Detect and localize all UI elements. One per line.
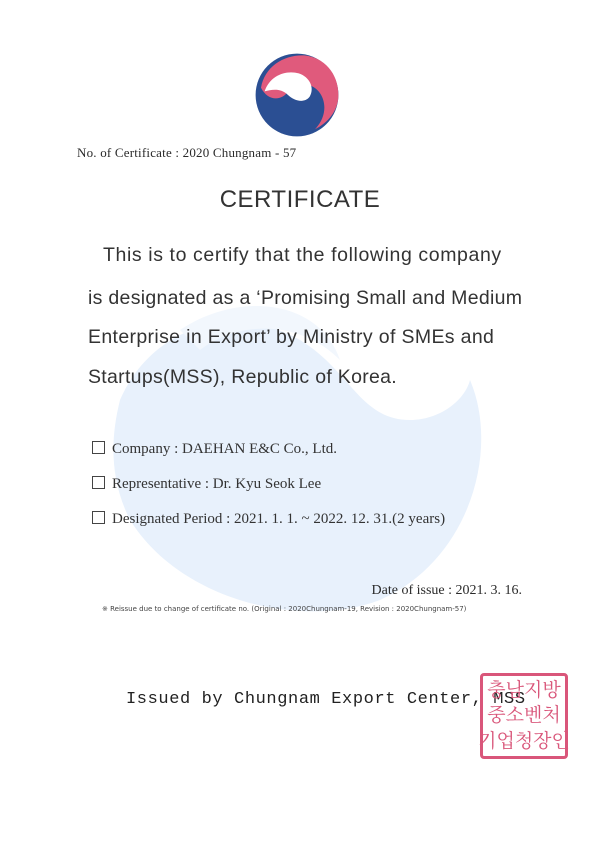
company-item bbox=[92, 441, 337, 458]
checkbox-square-icon bbox=[92, 476, 105, 489]
issued-by: Issued by Chungnam Export Center, MSS bbox=[126, 690, 526, 709]
body-line-3: Enterprise in Export’ by Ministry of SMEs and bbox=[88, 326, 495, 348]
body-line-1: This is to certify that the following company bbox=[103, 244, 502, 266]
seal-line-2: 중소벤처 bbox=[487, 704, 561, 727]
government-emblem-icon bbox=[252, 50, 342, 140]
representative-item bbox=[92, 476, 321, 493]
representative-text: Representative : Dr. Kyu Seok Lee bbox=[112, 476, 322, 492]
checkbox-square-icon bbox=[92, 441, 105, 454]
certificate-number: No. of Certificate : 2020 Chungnam - 57 bbox=[77, 145, 297, 160]
company-text: Company : DAEHAN E&C Co., Ltd. bbox=[112, 441, 337, 457]
seal-line-3: 기업청장인 bbox=[478, 729, 570, 752]
date-of-issue: Date of issue : 2021. 3. 16. bbox=[371, 583, 522, 598]
period-text: Designated Period : 2021. 1. 1. ~ 2022. 12. 31.(2 years) bbox=[112, 511, 446, 527]
body-line-4: Startups(MSS), Republic of Korea. bbox=[88, 366, 398, 388]
official-seal-stamp bbox=[480, 673, 568, 759]
body-line-2: is designated as a ‘Promising Small and Medium bbox=[88, 287, 523, 309]
page-title: CERTIFICATE bbox=[219, 186, 381, 213]
checkbox-square-icon bbox=[92, 511, 105, 524]
period-item bbox=[92, 511, 445, 528]
seal-line-1: 충남지방 bbox=[487, 679, 561, 702]
reissue-note: ※ Reissue due to change of certificate no. (Original : 2020Chungnam-19, Revision : 2020Chungnam-57) bbox=[102, 605, 467, 613]
